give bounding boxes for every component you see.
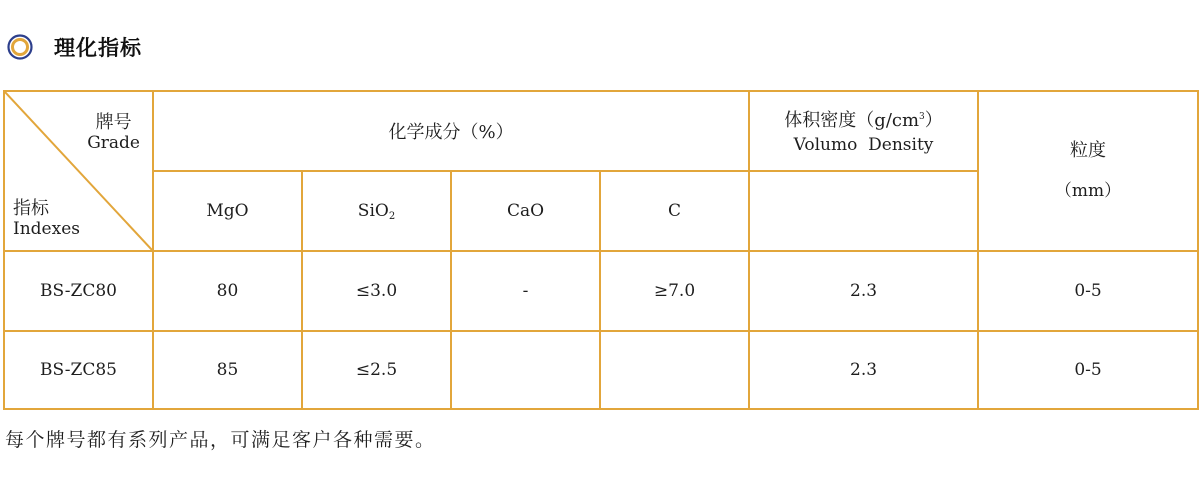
c-cell: ≥7.0 bbox=[600, 251, 749, 331]
grade-cn: 牌号 bbox=[95, 112, 132, 133]
mgo-header: MgO bbox=[153, 171, 302, 251]
size-header-line2: （mm） bbox=[1054, 181, 1122, 201]
mgo-cell: 85 bbox=[153, 331, 302, 409]
chem-header-cell bbox=[153, 91, 749, 171]
footnote: 每个牌号都有系列产品，可满足客户各种需要。 bbox=[5, 429, 436, 451]
table-row bbox=[4, 251, 1198, 331]
section-title: 理化指标 bbox=[54, 36, 142, 60]
density-header-line1: 体积密度$(g/cm^3)$ bbox=[784, 110, 943, 131]
c-cell bbox=[600, 331, 749, 409]
cao-cell bbox=[451, 331, 600, 409]
index-label bbox=[13, 198, 80, 240]
grade-cell: BS-ZC80 bbox=[4, 251, 153, 331]
table-row bbox=[4, 331, 1198, 409]
size-header-cell bbox=[978, 91, 1198, 251]
density-header-line2: Volumo Density bbox=[793, 135, 934, 155]
size-cell: 0-5 bbox=[978, 331, 1198, 409]
sio2-header: SiO$_2$ bbox=[302, 171, 451, 251]
cao-cell: - bbox=[451, 251, 600, 331]
grade-cell: BS-ZC85 bbox=[4, 331, 153, 409]
sio2-cell: ≤2.5 bbox=[302, 331, 451, 409]
index-cn: 指标 bbox=[13, 198, 49, 219]
mgo-cell: 80 bbox=[153, 251, 302, 331]
ring-bullet-icon bbox=[7, 34, 33, 60]
grade-label bbox=[87, 112, 140, 154]
size-header-line1: 粒度 bbox=[1070, 140, 1107, 161]
density-cell: 2.3 bbox=[749, 251, 978, 331]
corner-header-cell bbox=[4, 91, 153, 251]
grade-en: Grade bbox=[87, 133, 140, 153]
section-header bbox=[7, 30, 142, 64]
index-en: Indexes bbox=[13, 219, 80, 239]
density-header-cell bbox=[749, 91, 978, 171]
density-subheader-empty bbox=[749, 171, 978, 251]
c-header: C bbox=[600, 171, 749, 251]
chem-header: 化学成分（%） bbox=[388, 122, 514, 143]
size-cell: 0-5 bbox=[978, 251, 1198, 331]
cao-header: CaO bbox=[451, 171, 600, 251]
density-cell: 2.3 bbox=[749, 331, 978, 409]
sio2-cell: ≤3.0 bbox=[302, 251, 451, 331]
spec-table bbox=[3, 90, 1199, 410]
